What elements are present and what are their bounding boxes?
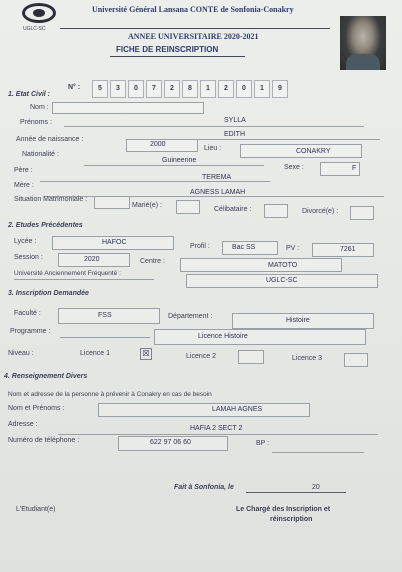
pere-label: Père :	[14, 167, 33, 174]
date-year-suffix: 20	[312, 484, 320, 491]
divorce-label: Divorcé(e) :	[302, 208, 339, 215]
prenoms-value: EDITH	[224, 131, 245, 138]
centre-value: MATOTO	[268, 262, 298, 269]
fait-a-label: Fait à Sonfonia, le	[174, 484, 234, 491]
naissance-label: Année de naissance :	[16, 136, 84, 143]
contact-adresse-value: HAFIA 2 SECT 2	[190, 425, 243, 432]
contact-adresse-label: Adresse :	[8, 421, 38, 428]
programme-label: Programme :	[10, 328, 51, 335]
programme-value: Licence Histoire	[198, 333, 248, 340]
lycee-label: Lycée :	[14, 238, 37, 245]
sexe-value: F	[352, 165, 357, 172]
title-underline	[110, 56, 245, 57]
number-digit: 0	[236, 80, 252, 98]
sexe-label: Sexe :	[284, 164, 304, 171]
licence-1-checkbox[interactable]: ☒	[140, 348, 152, 360]
departement-label: Département :	[168, 313, 213, 320]
programme-field[interactable]	[154, 329, 366, 345]
date-line	[246, 492, 346, 493]
prenoms-label: Prénoms :	[20, 119, 52, 126]
etudiant-label: L'Etudiant(e)	[16, 506, 56, 513]
mere-value: AGNESS LAMAH	[190, 189, 246, 196]
section-divers: 4. Renseignement Divers	[4, 373, 88, 380]
universite-underline	[14, 279, 154, 280]
university-name: Université Général Lansana CONTE de Sonfonia-Conakry	[92, 5, 294, 14]
nationalite-value: Guineenne	[162, 157, 197, 164]
number-digit: 8	[182, 80, 198, 98]
contact-nom-label: Nom et Prénoms :	[8, 405, 65, 412]
contact-adresse-line	[58, 434, 378, 435]
nom-field[interactable]	[52, 102, 204, 114]
number-digit: 3	[110, 80, 126, 98]
programme-line	[60, 337, 150, 338]
divers-intro: Nom et adresse de la personne à prévenir à Conakry en cas de besoin	[8, 391, 212, 398]
divorce-checkbox[interactable]	[350, 206, 374, 220]
licence-3-checkbox[interactable]	[344, 353, 368, 367]
centre-field[interactable]	[180, 258, 342, 272]
lieu-label: Lieu :	[204, 145, 222, 152]
licence-3-label: Licence 3	[292, 355, 322, 362]
header-rule	[60, 28, 330, 29]
number-digit: 7	[146, 80, 162, 98]
prenoms-line-2	[180, 139, 380, 140]
pere-line	[40, 181, 270, 182]
nationalite-label: Nationalité :	[22, 151, 59, 158]
lycee-value: HAFOC	[102, 239, 127, 246]
section-etudes: 2. Etudes Précédentes	[8, 222, 83, 229]
naissance-value: 2000	[150, 141, 166, 148]
bp-label: BP :	[256, 440, 270, 447]
licence-2-label: Licence 2	[186, 353, 216, 360]
number-digit: 9	[272, 80, 288, 98]
number-label: N° :	[68, 84, 81, 91]
charge-label-line2: réinscription	[270, 516, 313, 523]
session-label: Session :	[14, 254, 43, 261]
profil-value: Bac SS	[232, 244, 256, 251]
form-title: FICHE DE REINSCRIPTION	[116, 45, 219, 54]
niveau-label: Niveau :	[8, 350, 34, 357]
contact-nom-value: LAMAH AGNES	[212, 406, 263, 413]
profil-label: Profil :	[190, 243, 210, 250]
situation-label: Situation Matrimoniale :	[14, 196, 88, 203]
departement-value: Histoire	[286, 317, 310, 324]
marie-checkbox[interactable]	[176, 200, 200, 214]
id-photo	[340, 16, 386, 70]
contact-nom-field[interactable]	[98, 403, 310, 417]
situation-field[interactable]	[94, 196, 130, 209]
universite-label: Université Anciennement Fréquenté :	[14, 270, 121, 277]
academic-year: ANNEE UNIVERSITAIRE 2020-2021	[128, 32, 259, 41]
number-digit: 0	[128, 80, 144, 98]
number-digit: 1	[200, 80, 216, 98]
tel-label: Numéro de téléphone :	[8, 437, 80, 444]
centre-label: Centre :	[140, 258, 165, 265]
pere-value: TEREMA	[202, 174, 232, 181]
pv-label: PV :	[286, 245, 300, 252]
licence-1-label: Licence 1	[80, 350, 110, 357]
pv-value: 7261	[340, 246, 356, 253]
nom-value: SYLLA	[224, 117, 246, 124]
lieu-value: CONAKRY	[296, 148, 331, 155]
universite-value: UGLC-SC	[266, 277, 298, 284]
number-digit: 2	[218, 80, 234, 98]
session-value: 2020	[84, 256, 100, 263]
prenoms-line	[64, 126, 364, 127]
section-etat-civil: 1. Etat Civil :	[8, 91, 51, 98]
number-digit: 2	[164, 80, 180, 98]
tel-value: 622 97 06 60	[150, 439, 191, 446]
licence-2-checkbox[interactable]	[238, 350, 264, 364]
number-digit: 1	[254, 80, 270, 98]
faculte-value: FSS	[98, 312, 112, 319]
nom-label: Nom :	[30, 104, 49, 111]
faculte-label: Faculté :	[14, 310, 41, 317]
bp-line	[272, 452, 364, 453]
section-inscription: 3. Inscription Demandée	[8, 290, 89, 297]
university-logo	[22, 3, 56, 23]
logo-text: UGLC-SC	[23, 26, 46, 32]
charge-label-line1: Le Chargé des Inscription et	[236, 506, 331, 513]
mere-label: Mère :	[14, 182, 34, 189]
celibataire-checkbox[interactable]	[264, 204, 288, 218]
nationalite-line	[84, 165, 264, 166]
celibataire-label: Célibataire :	[214, 206, 252, 213]
number-digit: 5	[92, 80, 108, 98]
marie-label: Marié(e) :	[132, 202, 162, 209]
